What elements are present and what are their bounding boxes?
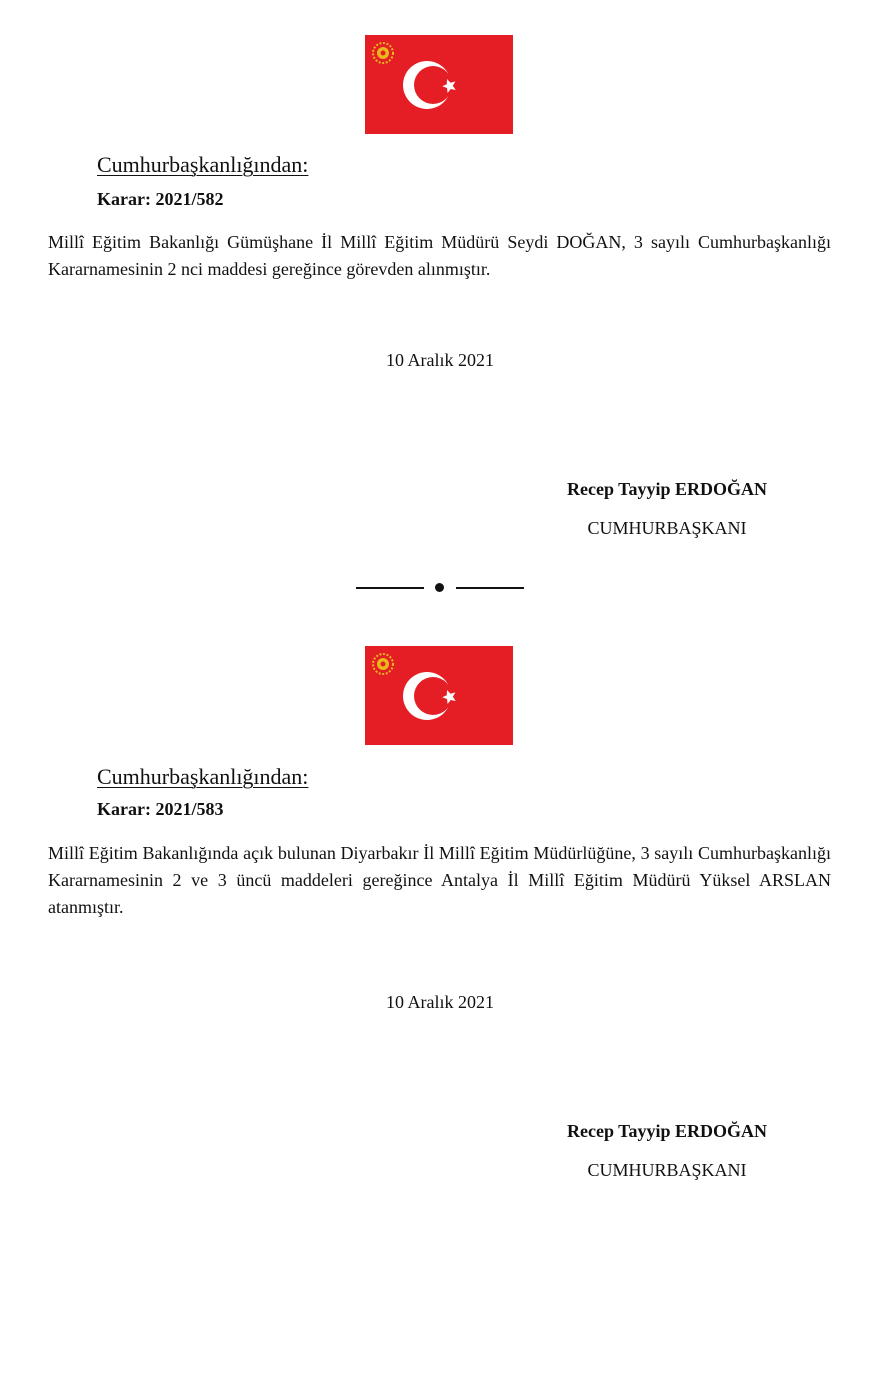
flag-icon (365, 35, 513, 134)
divider-dot (435, 583, 444, 592)
decision-label: Karar: (97, 189, 151, 209)
divider-line-right (456, 587, 524, 589)
decision-label: Karar: (97, 799, 151, 819)
issuing-authority-1: Cumhurbaşkanlığından: (97, 152, 309, 177)
decision-number-2 (97, 798, 224, 820)
signer-name-1: Recep Tayyip ERDOĞAN (566, 479, 768, 499)
decree-date-1: 10 Aralık 2021 (386, 350, 494, 370)
turkish-flag-2 (365, 646, 513, 745)
decree-date-2: 10 Aralık 2021 (386, 992, 494, 1012)
turkish-flag-1 (365, 35, 513, 134)
divider-line-left (356, 587, 424, 589)
decree-body-1: Millî Eğitim Bakanlığı Gümüşhane İl Millî Eğitim Müdürü Seydi DOĞAN, 3 sayılı Cumhurbaşkanlığı Kararnamesinin 2 nci maddesi gereğince görevden alınmıştır. (48, 232, 831, 279)
decision-value: 2021/583 (155, 799, 224, 819)
flag-icon (365, 646, 513, 745)
signer-name-2: Recep Tayyip ERDOĞAN (566, 1121, 768, 1141)
signer-title-2: CUMHURBAŞKANI (587, 1160, 747, 1180)
decision-number-1 (97, 188, 224, 210)
decree-body-2: Millî Eğitim Bakanlığında açık bulunan Diyarbakır İl Millî Eğitim Müdürlüğüne, 3 sayılı Cumhurbaşkanlığı Kararnamesinin 2 ve 3 üncü maddeleri gereğince Antalya İl Millî Eğitim Müdürü Yüksel ARSLAN atanmıştır. (48, 843, 831, 917)
section-divider (356, 580, 524, 594)
decision-value: 2021/582 (155, 189, 224, 209)
issuing-authority-2: Cumhurbaşkanlığından: (97, 764, 309, 789)
signer-title-1: CUMHURBAŞKANI (587, 518, 747, 538)
